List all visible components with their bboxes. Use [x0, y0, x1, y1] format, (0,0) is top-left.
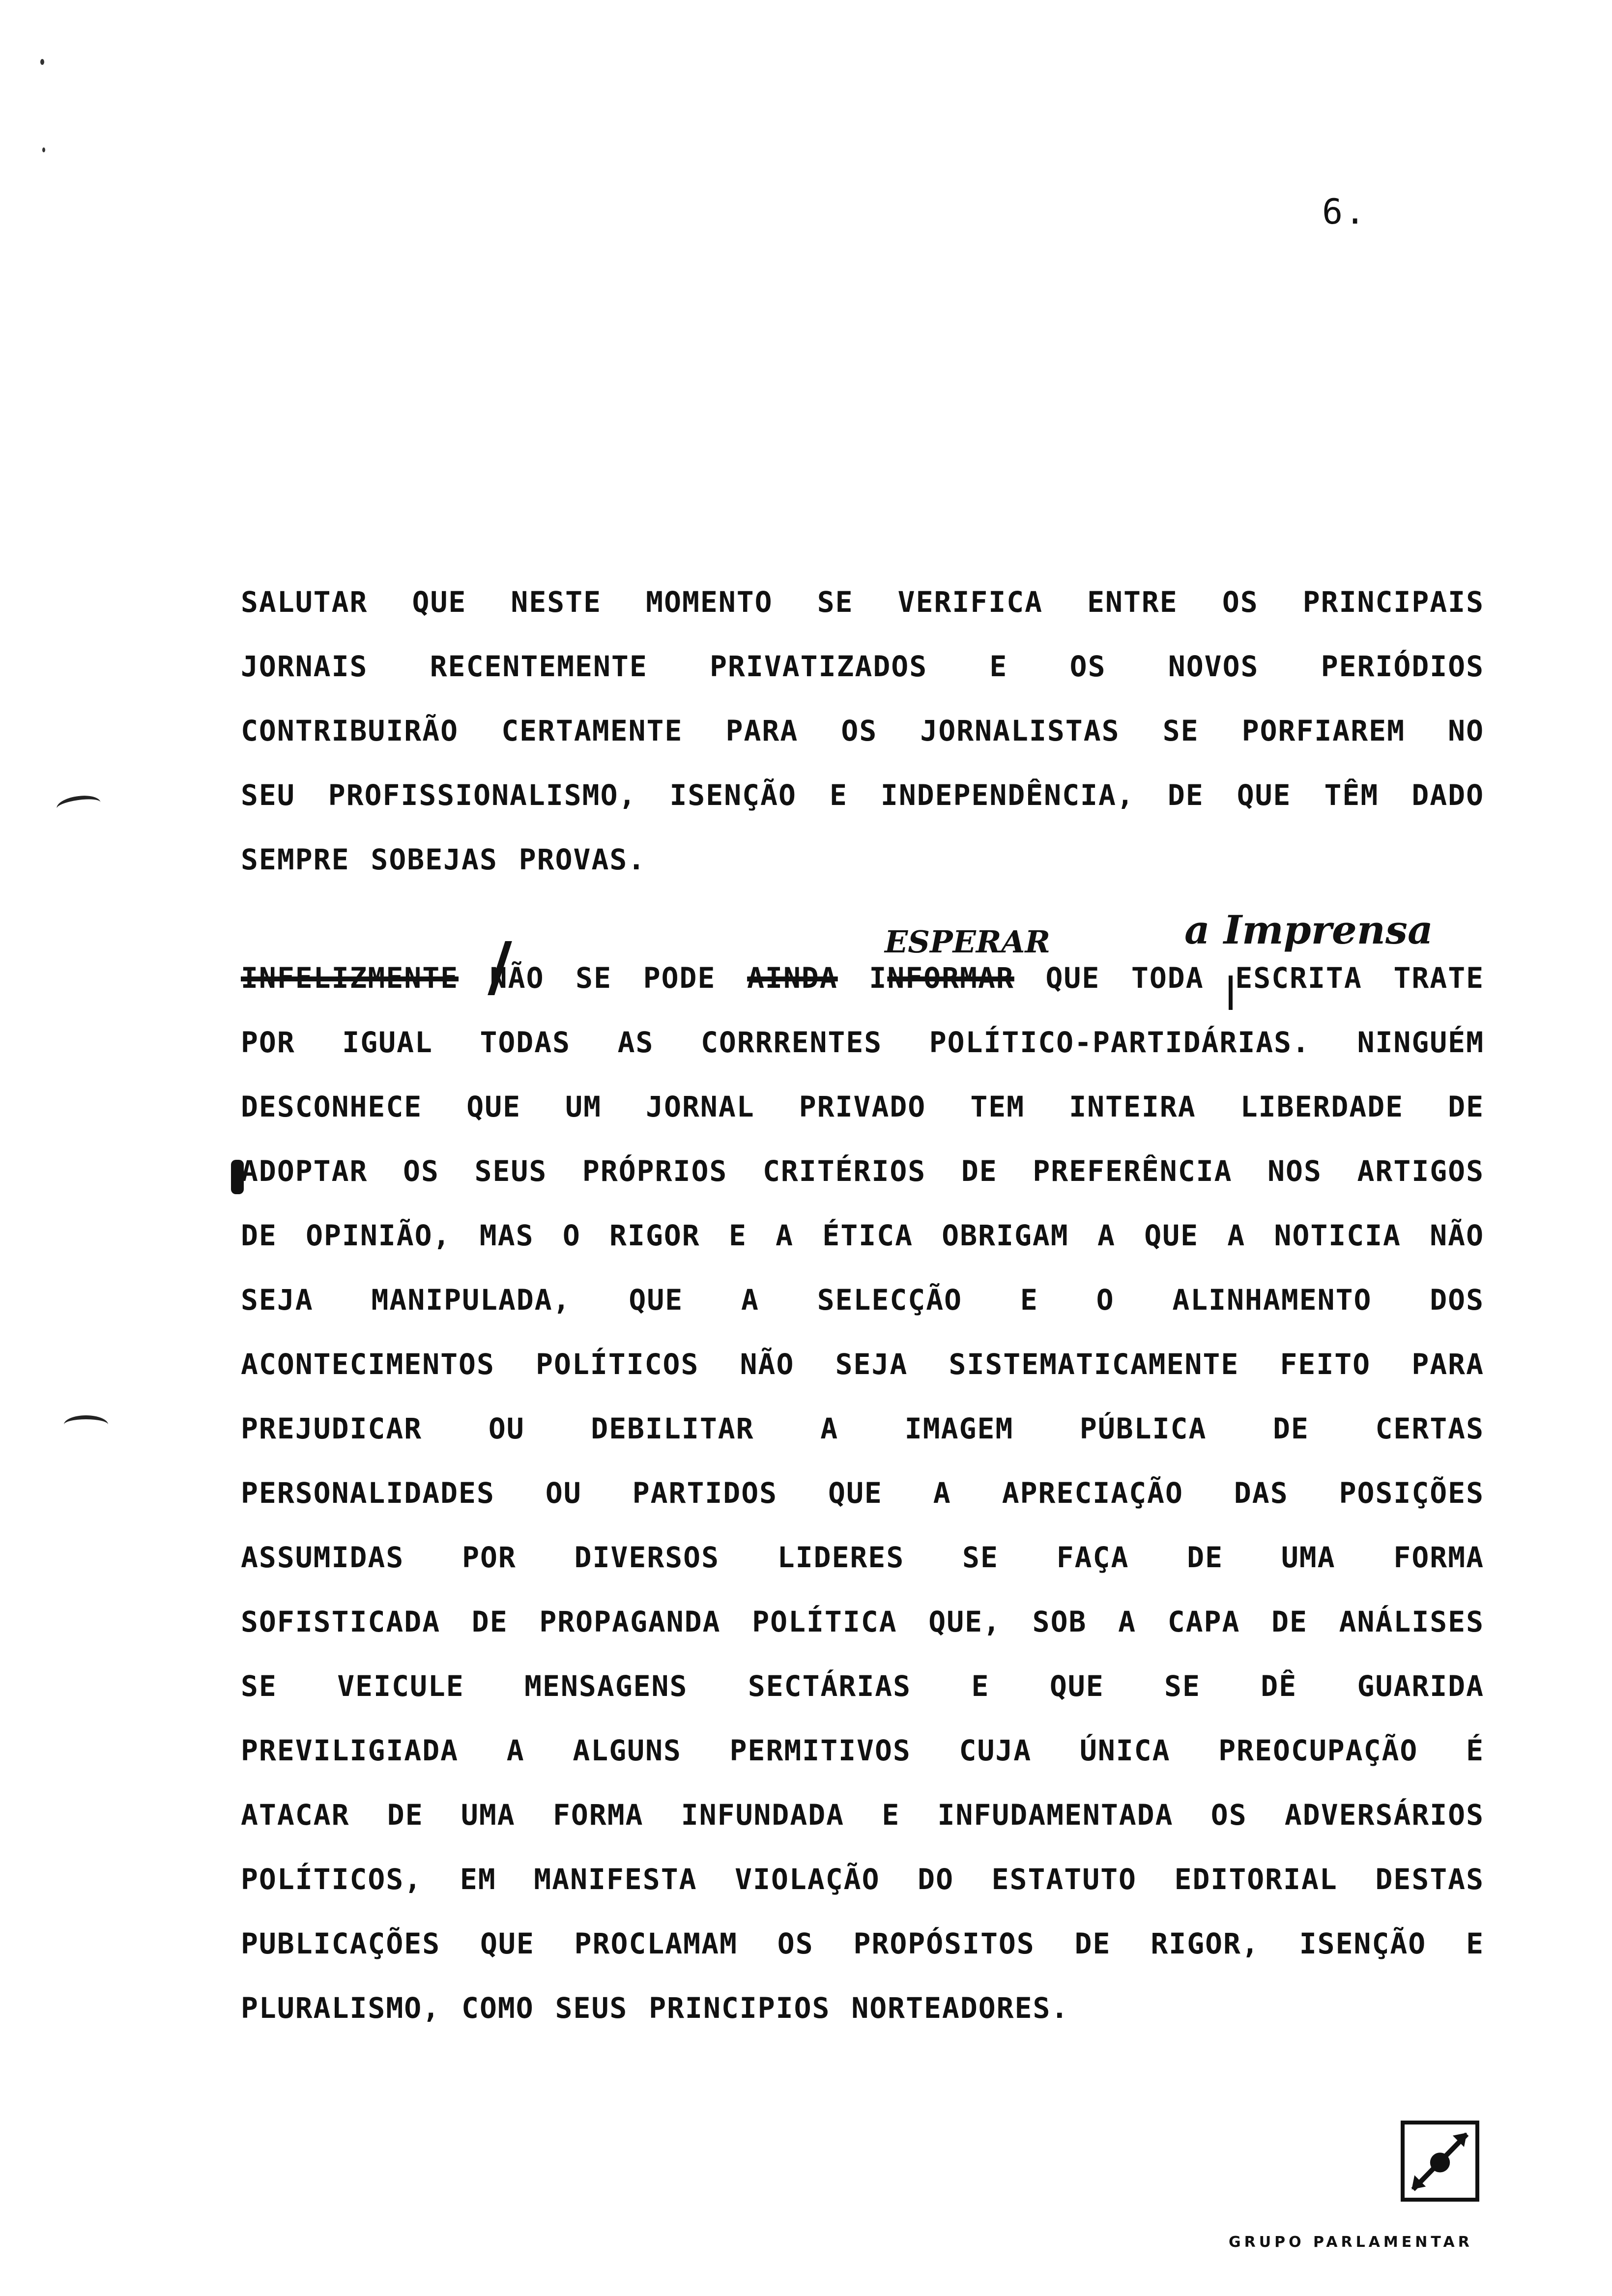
text-line: DE OPINIÃO, MAS O RIGOR E A ÉTICA OBRIGAM A QUE A NOTICIA NÃO — [241, 1219, 1484, 1252]
text-line: PREJUDICAR OU DEBILITAR A IMAGEM PÚBLICA DE CERTAS — [241, 1412, 1484, 1445]
text-line: SALUTAR QUE NESTE MOMENTO SE VERIFICA ENTRE OS PRINCIPAIS — [241, 585, 1484, 619]
handwritten-insertion: ESPERAR — [885, 924, 1051, 960]
paragraph-1 — [241, 570, 1484, 892]
margin-mark — [64, 1415, 108, 1434]
text-line-first — [241, 946, 1484, 1010]
text-segment: QUE TODA — [1045, 961, 1204, 995]
text-line: PREVILIGIADA A ALGUNS PERMITIVOS CUJA ÚNICA PREOCUPAÇÃO É — [241, 1734, 1484, 1767]
text-line: DESCONHECE QUE UM JORNAL PRIVADO TEM INTEIRA LIBERDADE DE — [241, 1090, 1484, 1123]
text-line: SEJA MANIPULADA, QUE A SELECÇÃO E O ALINHAMENTO DOS — [241, 1283, 1484, 1317]
footer-label: GRUPO PARLAMENTAR — [1229, 2234, 1473, 2251]
paragraph-2 — [241, 946, 1484, 2040]
text-line: PUBLICAÇÕES QUE PROCLAMAM OS PROPÓSITOS DE RIGOR, ISENÇÃO E — [241, 1927, 1484, 1960]
text-line: PLURALISMO, COMO SEUS PRINCIPIOS NORTEADORES. — [241, 1991, 1069, 2025]
text-line: SEU PROFISSIONALISMO, ISENÇÃO E INDEPENDÊNCIA, DE QUE TÊM DADO — [241, 778, 1484, 812]
text-line: ADOPTAR OS SEUS PRÓPRIOS CRITÉRIOS DE PREFERÊNCIA NOS ARTIGOS — [241, 1154, 1484, 1188]
tick-mark — [40, 59, 44, 65]
party-logo-icon — [1401, 2121, 1479, 2202]
text-segment: ESCRITA TRATE — [1235, 961, 1485, 995]
text-segment: NÃO SE PODE — [489, 961, 716, 995]
text-line: CONTRIBUIRÃO CERTAMENTE PARA OS JORNALISTAS SE PORFIAREM NO — [241, 714, 1484, 747]
text-line: SE VEICULE MENSAGENS SECTÁRIAS E QUE SE DÊ GUARIDA — [241, 1669, 1484, 1703]
tick-mark — [42, 147, 45, 152]
text-segment: I — [869, 961, 888, 995]
margin-mark — [56, 793, 102, 818]
logo-graphic — [1405, 2124, 1475, 2198]
text-line: PERSONALIDADES OU PARTIDOS QUE A APRECIAÇÃO DAS POSIÇÕES — [241, 1476, 1484, 1510]
page-number: 6. — [1322, 192, 1368, 232]
text-line: POLÍTICOS, EM MANIFESTA VIOLAÇÃO DO ESTATUTO EDITORIAL DESTAS — [241, 1863, 1484, 1896]
handwritten-insertion: a Imprensa — [1184, 907, 1433, 953]
text-line: ACONTECIMENTOS POLÍTICOS NÃO SEJA SISTEMATICAMENTE FEITO PARA — [241, 1348, 1484, 1381]
text-line: ASSUMIDAS POR DIVERSOS LIDERES SE FAÇA DE UMA FORMA — [241, 1541, 1484, 1574]
text-line: POR IGUAL TODAS AS CORRRENTES POLÍTICO-PARTIDÁRIAS. NINGUÉM — [241, 1026, 1484, 1059]
text-line: JORNAIS RECENTEMENTE PRIVATIZADOS E OS NOVOS PERIÓDIOS — [241, 650, 1484, 683]
text-line: SOFISTICADA DE PROPAGANDA POLÍTICA QUE, SOB A CAPA DE ANÁLISES — [241, 1605, 1484, 1638]
text-line: SEMPRE SOBEJAS PROVAS. — [241, 843, 646, 876]
struck-word: AINDA — [747, 961, 838, 995]
text-line: ATACAR DE UMA FORMA INFUNDADA E INFUDAMENTADA OS ADVERSÁRIOS — [241, 1798, 1484, 1832]
struck-word: NFORMAR — [887, 961, 1014, 995]
struck-word: INFELIZMENTE — [241, 961, 459, 995]
